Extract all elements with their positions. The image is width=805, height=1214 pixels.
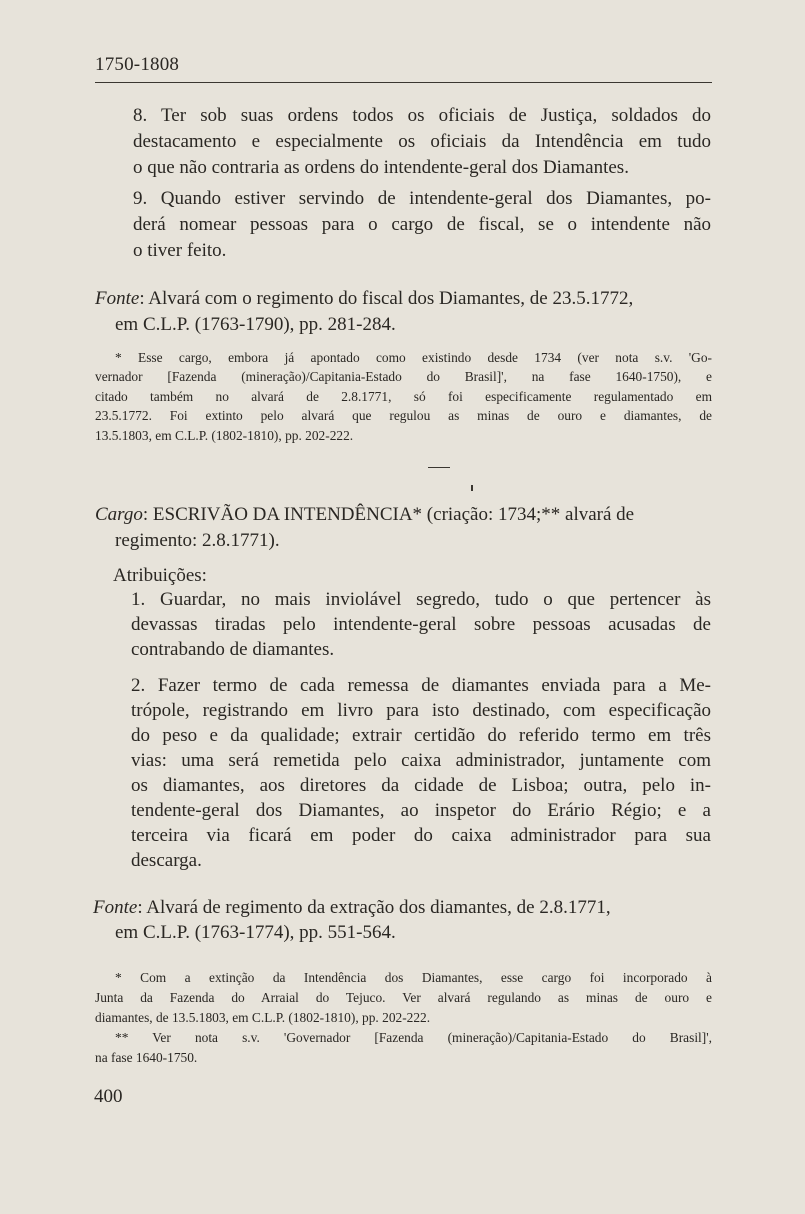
item-8-line-3: o que não contraria as ordens do intendente-geral dos Diamantes. <box>133 157 629 178</box>
cargo-label: Cargo <box>95 504 143 525</box>
footnote-2-line-1: * Com a extinção da Intendência dos Diamantes, esse cargo foi incorporado à <box>115 970 712 985</box>
separator-dot <box>471 485 473 491</box>
source-label: Fonte <box>93 897 138 918</box>
item-2-line-5: os diamantes, aos diretores da cidade de Lisboa; outra, pelo in- <box>131 775 711 796</box>
source-2-line-1 <box>93 895 715 920</box>
footnote-1-line-4: 23.5.1772. Foi extinto pelo alvará que regulou as minas de ouro e diamantes, de <box>95 408 712 423</box>
footnote-2-line-3: diamantes, de 13.5.1803, em C.L.P. (1802-1810), pp. 202-222. <box>95 1010 431 1025</box>
item-2-line-3: do peso e da qualidade; extrair certidão do referido termo em três <box>131 725 711 746</box>
source-text: : Alvará de regimento da extração dos diamantes, de 2.8.1771, <box>137 897 611 918</box>
item-2-line-2: trópole, registrando em livro para isto destinado, com especificação <box>131 700 711 721</box>
source-1-line-1 <box>95 286 715 311</box>
item-9-line-3: o tiver feito. <box>133 240 227 261</box>
source-2-line-2: em C.L.P. (1763-1774), pp. 551-564. <box>115 922 396 943</box>
footnote-1-line-3: citado também no alvará de 2.8.1771, só foi especificamente regulamentado em <box>95 389 712 404</box>
item-2-line-8: descarga. <box>131 850 202 871</box>
item-2-line-4: vias: uma será remetida pelo caixa administrador, juntamente com <box>131 750 711 771</box>
item-8-line-1: 8. Ter sob suas ordens todos os oficiais de Justiça, soldados do <box>133 105 711 126</box>
item-9-line-2: derá nomear pessoas para o cargo de fiscal, se o intendente não <box>133 214 711 235</box>
footnote-2-line-2: Junta da Fazenda do Arraial do Tejuco. Ver alvará regulando as minas de ouro e <box>95 990 712 1005</box>
footnote-1-line-1: * Esse cargo, embora já apontado como existindo desde 1734 (ver nota s.v. 'Go- <box>115 350 712 365</box>
cargo-line-1 <box>95 502 715 527</box>
footnote-1-line-2: vernador [Fazenda (mineração)/Capitania-Estado do Brasil]', na fase 1640-1750), e <box>95 369 712 384</box>
footnote-2-line-5: na fase 1640-1750. <box>95 1050 198 1065</box>
source-label: Fonte <box>95 288 140 309</box>
cargo-line-2: regimento: 2.8.1771). <box>115 530 280 551</box>
item-8-line-2: destacamento e especialmente os oficiais da Intendência em tudo <box>133 131 711 152</box>
item-1-line-1: 1. Guardar, no mais inviolável segredo, tudo o que pertencer às <box>131 589 711 610</box>
atribuicoes-heading: Atribuições: <box>113 565 207 586</box>
source-1-line-2: em C.L.P. (1763-1790), pp. 281-284. <box>115 314 396 335</box>
item-1-line-2: devassas tiradas pelo intendente-geral sobre pessoas acusadas de <box>131 614 711 635</box>
item-1-line-3: contrabando de diamantes. <box>131 639 335 660</box>
item-2-line-6: tendente-geral dos Diamantes, ao inspetor do Erário Régio; e a <box>131 800 711 821</box>
item-9-line-1: 9. Quando estiver servindo de intendente-geral dos Diamantes, po- <box>133 188 711 209</box>
separator-rule <box>428 467 450 468</box>
header-rule <box>95 82 712 83</box>
page-number: 400 <box>94 1086 123 1107</box>
footnote-2-line-4: ** Ver nota s.v. 'Governador [Fazenda (mineração)/Capitania-Estado do Brasil]', <box>115 1030 712 1045</box>
footnote-1-line-5: 13.5.1803, em C.L.P. (1802-1810), pp. 202-222. <box>95 428 354 443</box>
item-2-line-7: terceira via ficará em poder do caixa administrador para sua <box>131 825 711 846</box>
source-text: : Alvará com o regimento do fiscal dos Diamantes, de 23.5.1772, <box>139 288 634 309</box>
cargo-title: : ESCRIVÃO DA INTENDÊNCIA* (criação: 1734;** alvará de <box>142 504 635 525</box>
item-2-line-1: 2. Fazer termo de cada remessa de diamantes enviada para a Me- <box>131 675 711 696</box>
running-title: 1750-1808 <box>95 54 180 75</box>
